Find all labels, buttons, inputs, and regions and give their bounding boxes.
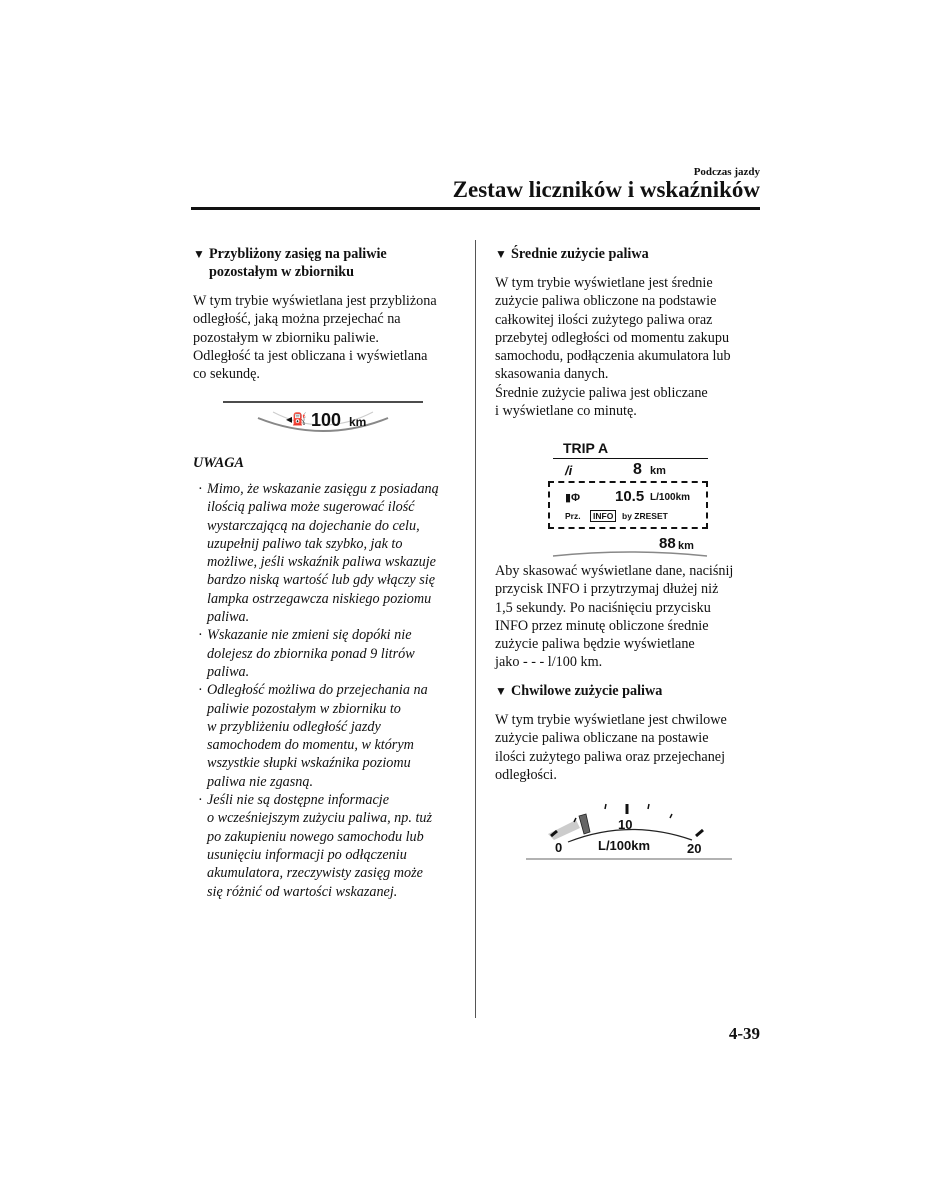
note-list [197, 480, 467, 901]
gauge-unit-label: L/100km [598, 838, 651, 853]
road-icon: /i [565, 463, 573, 478]
column-divider [475, 240, 476, 1018]
info-button-label: INFO [590, 510, 616, 522]
trip-distance-unit: km [650, 465, 666, 477]
header-rule [191, 207, 760, 210]
triangle-down-icon: ▼ [193, 247, 205, 261]
triangle-down-icon: ▼ [495, 684, 507, 698]
gauge-max-label: 20 [687, 841, 702, 856]
fuel-consumption-icon: ▮Φ [565, 492, 581, 504]
range-display [218, 398, 428, 440]
trip-divider [553, 458, 708, 459]
average-fuel-value: 10.5 [615, 488, 645, 505]
trip-distance-value: 8 [633, 461, 642, 478]
range-paragraph: W tym trybie wyświetlana jest przybliżona odległość, jaką można przejechać na pozostałym w zbiorniku paliwie. Odległość ta jest obliczana i wyświetlana co sekundę. [193, 293, 437, 383]
section-label: Podczas jazdy [693, 166, 760, 178]
reset-paragraph: Aby skasować wyświetlane dane, naciśnij przycisk INFO i przytrzymaj dłużej niż 1,5 sekundy. Po naciśnięciu przycisku INFO przez minutę obliczone średnie zużycie paliwa będzie wyświetlane jako - - - l/100 km. [495, 563, 734, 671]
section-heading-average: ▼ Średnie zużycie paliwa [495, 246, 649, 262]
triangle-down-icon: ▼ [495, 247, 507, 261]
fuel-pump-arrow-icon: ◂⛽ [286, 412, 307, 426]
note-item: · Wskazanie nie zmieni się dopóki nie dolejesz do zbiornika ponad 9 litrów paliwa. [198, 627, 415, 680]
note-title: UWAGA [193, 455, 244, 471]
average-fuel-unit: L/100km [650, 492, 691, 503]
range-value-small: 88 [659, 535, 676, 552]
reset-hint-suffix: by ZRESET [622, 511, 668, 521]
range-unit: km [349, 415, 367, 429]
section-heading-range: ▼ Przybliżony zasięg na paliwie [193, 246, 387, 262]
note-item: · Mimo, że wskazanie zasięgu z posiadaną ilością paliwa może sugerować ilość wystarczającą na dojechanie do celu, uzupełnij paliwo tak szybko, jak to możliwe, jeśli wskaźnik paliwa wskazuje bardzo niską wartość lub gdy włączy się lampka ostrzegawcza niskiego poziomu paliwa. [198, 481, 439, 626]
page-title: Zestaw liczników i wskaźników [452, 177, 760, 202]
note-item: · Odległość możliwa do przejechania na paliwie pozostałym w zbiorniku to w przybliżeniu odległość jazdy samochodem do momentu, w którym wszystkie słupki wskaźnika poziomu paliwa nie zgasną. [198, 682, 428, 790]
note-block [193, 454, 463, 472]
section-heading-range-line2: pozostałym w zbiorniku [209, 264, 355, 281]
gauge-mid-label: 10 [618, 817, 633, 832]
range-unit-small: km [678, 540, 694, 552]
note-item: · Jeśli nie są dostępne informacje o wcześniejszym zużyciu paliwa, np. tuż po zakupieniu nowego samochodu lub usunięciu informacji po odłączeniu akumulatora, rzeczywisty zasięg może się różnić od wartości wskazanej. [198, 792, 433, 900]
trip-title: TRIP A [563, 440, 609, 456]
reset-hint-prefix: Prz. [565, 511, 581, 521]
average-paragraph: W tym trybie wyświetlane jest średnie zużycie paliwa obliczone na podstawie całkowitej ilości zużytego paliwa oraz przebytej odległości od momentu zakupu samochodu, podłączenia akumulatora lub skasowania danych. Średnie zużycie paliwa jest obliczane i wyświetlane co minutę. [495, 275, 731, 420]
trip-display [545, 438, 715, 558]
range-value: 100 [311, 410, 342, 430]
gauge-min-label: 0 [555, 840, 563, 855]
instant-fuel-gauge [524, 798, 734, 864]
page-number: 4-39 [728, 1024, 760, 1043]
section-heading-instant: ▼ Chwilowe zużycie paliwa [495, 683, 663, 699]
left-column [193, 245, 463, 282]
instant-paragraph: W tym trybie wyświetlane jest chwilowe zużycie paliwa obliczane na postawie ilości zużytego paliwa oraz przejechanej odległości. [495, 712, 727, 783]
